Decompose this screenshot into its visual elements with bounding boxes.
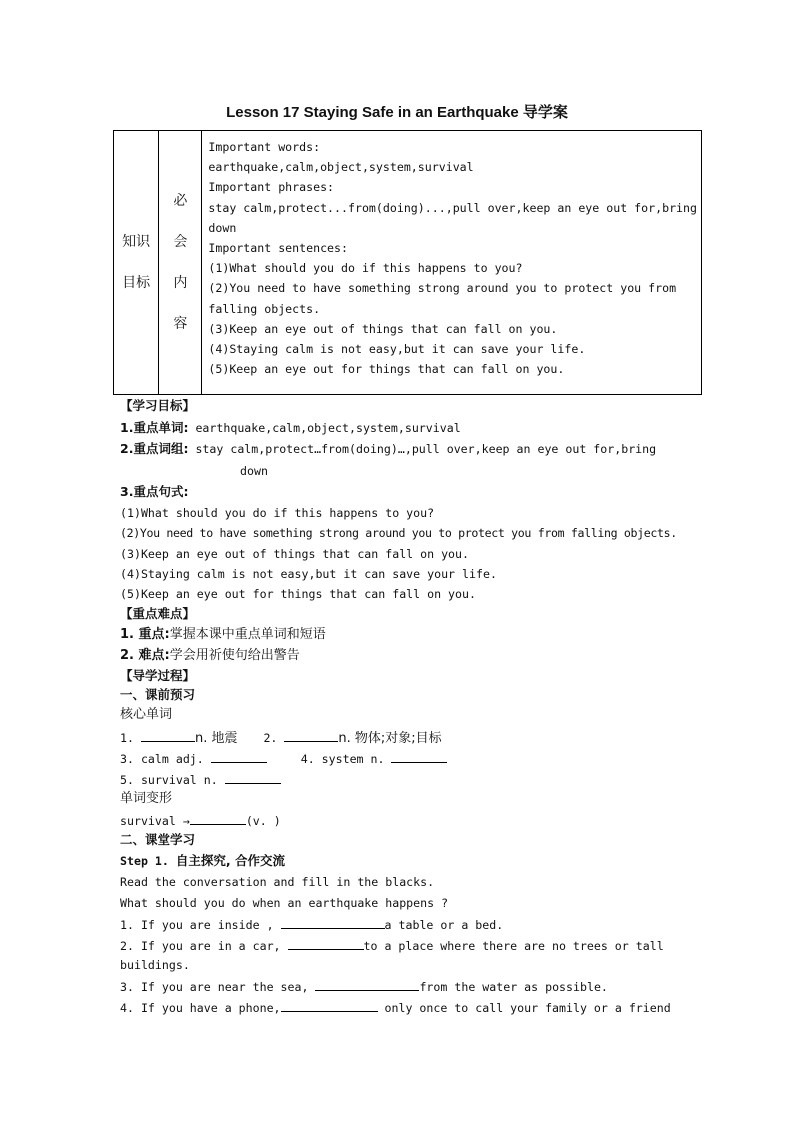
fill-item-2-continued: buildings. bbox=[120, 958, 190, 972]
answer-blank[interactable] bbox=[141, 729, 195, 742]
content-line: (3)Keep an eye out of things that can fall on you. bbox=[208, 321, 558, 336]
answer-blank[interactable] bbox=[211, 750, 267, 763]
answer-blank[interactable] bbox=[391, 750, 447, 763]
goal-sentence: (5)Keep an eye out for things that can fall on you. bbox=[120, 587, 476, 601]
step-title: 自主探究, 合作交流 bbox=[175, 853, 285, 868]
step-label: Step 1. bbox=[120, 854, 169, 868]
vocab-row-1 bbox=[120, 729, 442, 747]
step1-heading bbox=[120, 853, 285, 869]
fill-item-text: from the water as possible. bbox=[419, 980, 608, 994]
fill-item-text: 4. If you have a phone, bbox=[120, 1001, 281, 1015]
question-text: What should you do when an earthquake happens ? bbox=[120, 896, 449, 910]
content-line: (5)Keep an eye out for things that can fall on you. bbox=[208, 362, 565, 377]
instruction-text: Read the conversation and fill in the blacks. bbox=[120, 875, 435, 889]
fill-item-2 bbox=[120, 937, 664, 954]
subcategory-char: 会 bbox=[173, 233, 188, 250]
knowledge-goal-table bbox=[113, 130, 702, 395]
vocab-item: 4. system n. bbox=[300, 752, 385, 766]
table-content-cell bbox=[202, 131, 702, 395]
goals-phrases-line bbox=[120, 441, 656, 457]
subcategory-char: 内 bbox=[173, 274, 188, 291]
goals-phrases: stay calm,protect…from(doing)…,pull over,keep an eye out for,bring bbox=[195, 442, 657, 456]
process-heading: 【导学过程】 bbox=[120, 668, 196, 683]
answer-blank[interactable] bbox=[225, 771, 281, 784]
category-char: 知识 bbox=[122, 233, 151, 250]
category-char: 目标 bbox=[122, 274, 151, 291]
goals-words: earthquake,calm,object,system,survival bbox=[195, 421, 461, 435]
fill-item-3 bbox=[120, 978, 608, 995]
difficulty-label-2: 2. 难点: bbox=[120, 648, 170, 663]
fill-item-text: 3. If you are near the sea, bbox=[120, 980, 309, 994]
content-line: (2)You need to have something strong around you to protect you from bbox=[208, 281, 677, 296]
subcategory-char: 容 bbox=[173, 315, 188, 332]
goals-heading: 【学习目标】 bbox=[120, 398, 196, 413]
difficulty-item-2 bbox=[120, 648, 300, 664]
content-line: Important words: bbox=[208, 140, 321, 154]
goals-words-label: 1.重点单词: bbox=[120, 420, 189, 435]
fill-item-text: a table or a bed. bbox=[384, 918, 504, 932]
answer-blank[interactable] bbox=[281, 999, 378, 1012]
difficulty-item-1 bbox=[120, 627, 326, 643]
content-line: Important phrases: bbox=[208, 180, 335, 195]
page-title: Lesson 17 Staying Safe in an Earthquake 导学案 bbox=[226, 104, 568, 121]
content-line: Important sentences: bbox=[208, 241, 348, 256]
goal-sentence: (2)You need to have something strong around you to protect you from falling objects. bbox=[120, 526, 677, 540]
content-line: down bbox=[208, 220, 237, 235]
difficulty-heading: 【重点难点】 bbox=[120, 606, 196, 621]
core-words-heading: 核心单词 bbox=[120, 707, 173, 722]
difficulty-text-2: 学会用祈使句给出警告 bbox=[169, 648, 300, 663]
fill-item-text: only once to call your family or a friend bbox=[384, 1001, 671, 1015]
fill-item-text: to a place where there are no trees or tall bbox=[363, 939, 664, 953]
table-category-cell bbox=[114, 131, 159, 395]
answer-blank[interactable] bbox=[281, 916, 385, 929]
vocab-definition: n. 地震 bbox=[194, 731, 238, 746]
word-transform-heading: 单词变形 bbox=[120, 791, 173, 806]
content-line: (1)What should you do if this happens to you? bbox=[208, 261, 523, 276]
transform-row bbox=[120, 812, 281, 829]
goal-sentence: (3)Keep an eye out of things that can fall on you. bbox=[120, 547, 470, 561]
goal-sentence: (4)Staying calm is not easy,but it can save your life. bbox=[120, 567, 497, 581]
goals-phrases-label: 2.重点词组: bbox=[120, 441, 189, 456]
fill-item-text: 2. If you are in a car, bbox=[120, 939, 281, 953]
difficulty-label-1: 1. 重点: bbox=[120, 627, 170, 642]
goal-sentence: (1)What should you do if this happens to you? bbox=[120, 506, 435, 520]
fill-item-4 bbox=[120, 999, 671, 1016]
answer-blank[interactable] bbox=[284, 729, 338, 742]
content-line: earthquake,calm,object,system,survival bbox=[208, 160, 474, 175]
vocab-number: 2. bbox=[263, 731, 278, 745]
goals-phrases-continued: down bbox=[240, 464, 268, 478]
transform-hint: (v. ) bbox=[245, 814, 281, 828]
vocab-number: 1. bbox=[120, 731, 134, 745]
vocab-row-2 bbox=[120, 750, 447, 767]
answer-blank[interactable] bbox=[288, 937, 364, 950]
vocab-item: 3. calm adj. bbox=[120, 752, 204, 766]
content-line: (4)Staying calm is not easy,but it can save your life. bbox=[208, 342, 586, 357]
section-preview-heading: 一、课前预习 bbox=[120, 687, 196, 702]
content-line: falling objects. bbox=[208, 301, 321, 316]
vocab-definition: n. 物体;对象;目标 bbox=[338, 731, 442, 746]
content-line: stay calm,protect...from(doing)...,pull over,keep an eye out for,bring bbox=[208, 200, 697, 215]
subcategory-char: 必 bbox=[173, 192, 188, 209]
goals-sentences-label: 3.重点句式: bbox=[120, 484, 189, 499]
table-subcategory-cell bbox=[159, 131, 202, 395]
section-class-heading: 二、课堂学习 bbox=[120, 832, 196, 847]
difficulty-text-1: 掌握本课中重点单词和短语 bbox=[169, 627, 326, 642]
goals-words-line bbox=[120, 420, 461, 436]
transform-source: survival → bbox=[120, 814, 190, 828]
answer-blank[interactable] bbox=[190, 812, 246, 825]
fill-item-text: 1. If you are inside , bbox=[120, 918, 274, 932]
vocab-row-3 bbox=[120, 771, 281, 788]
fill-item-1 bbox=[120, 916, 503, 933]
vocab-item: 5. survival n. bbox=[120, 773, 218, 787]
answer-blank[interactable] bbox=[315, 978, 419, 991]
